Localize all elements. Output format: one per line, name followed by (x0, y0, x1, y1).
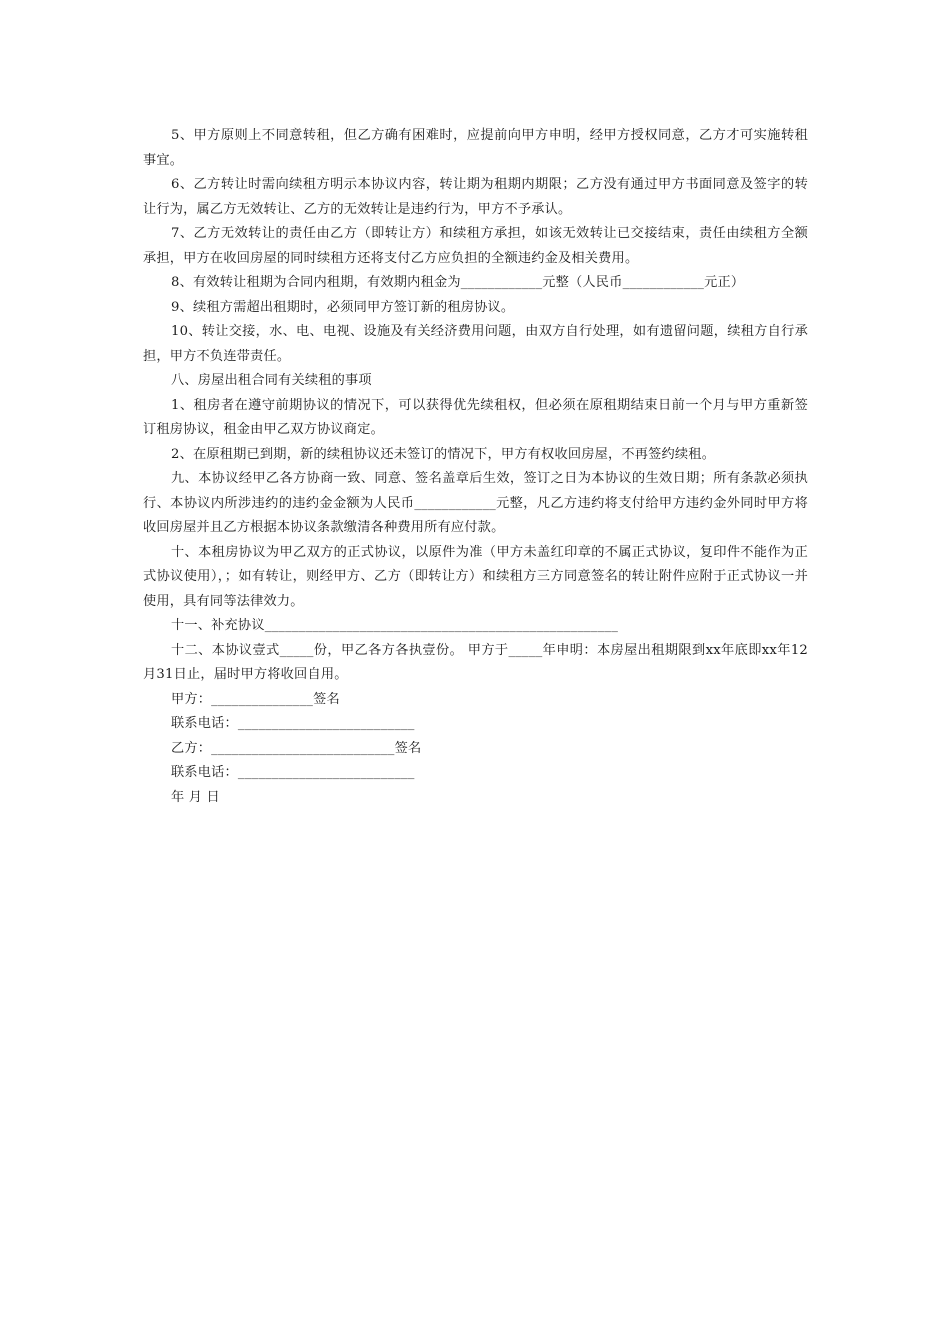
clause-6: 6、乙方转让时需向续租方明示本协议内容，转让期为租期内期限；乙方没有通过甲方书面同意及签字的转让行为，属乙方无效转让、乙方的无效转让是违约行为，甲方不予承认。 (143, 177, 808, 217)
party-a-signature: 甲方：_______________签名 (171, 691, 340, 707)
party-b-signature: 乙方：___________________________签名 (171, 740, 422, 756)
section-10: 十、本租房协议为甲乙双方的正式协议，以原件为准（甲方未盖红印章的不属正式协议，复印件不能作为正式协议使用），；如有转让，则经甲方、乙方（即转让方）和续租方三方同意签名的转让附件应附于正式协议一并使用，具有同等法律效力。 (143, 544, 808, 609)
section-12: 十二、本协议壹式_____份，甲乙各方各执壹份。 甲方于_____年申明：本房屋出租期限到xx年底即xx年12月31日止，届时甲方将收回自用。 (143, 642, 808, 682)
clause-8: 8、有效转让租期为合同内租期，有效期内租金为____________元整（人民币____________元正） (171, 275, 745, 290)
clause-5: 5、甲方原则上不同意转租，但乙方确有困难时，应提前向甲方申明，经甲方授权同意，乙方才可实施转租事宜。 (143, 128, 808, 168)
signing-date: 年 月 日 (171, 789, 220, 805)
clause-9: 9、续租方需超出租期时，必须同甲方签订新的租房协议。 (171, 299, 515, 315)
section-8-heading: 八、房屋出租合同有关续租的事项 (171, 373, 372, 388)
section-8-item-1: 1、租房者在遵守前期协议的情况下，可以获得优先续租权，但必须在原租期结束日前一个月与甲方重新签订租房协议，租金由甲乙双方协议商定。 (143, 397, 808, 437)
section-11-supplement: 十一、补充协议____________________________________________________ (171, 618, 618, 633)
clause-7: 7、乙方无效转让的责任由乙方（即转让方）和续租方承担，如该无效转让已交接结束，责任由续租方全额承担，甲方在收回房屋的同时续租方还将支付乙方应负担的全额违约金及相关费用。 (143, 226, 808, 266)
party-b-phone: 联系电话：__________________________ (171, 765, 415, 780)
document-page (143, 124, 808, 810)
party-a-phone: 联系电话：__________________________ (171, 716, 415, 731)
section-9: 九、本协议经甲乙各方协商一致、同意、签名盖章后生效，签订之日为本协议的生效日期；所有条款必须执行、本协议内所涉违约的违约金金额为人民币____________元整，凡乙方违约将支付给甲方违约金外同时甲方将收回房屋并且乙方根据本协议条款缴清各种费用所有应付款。 (143, 471, 808, 535)
clause-10: 10、转让交接，水、电、电视、设施及有关经济费用问题，由双方自行处理，如有遗留问题，续租方自行承担，甲方不负连带责任。 (143, 324, 808, 364)
section-8-item-2: 2、在原租期已到期，新的续租协议还未签订的情况下，甲方有权收回房屋，不再签约续租。 (171, 446, 716, 462)
signature-block (143, 688, 808, 811)
